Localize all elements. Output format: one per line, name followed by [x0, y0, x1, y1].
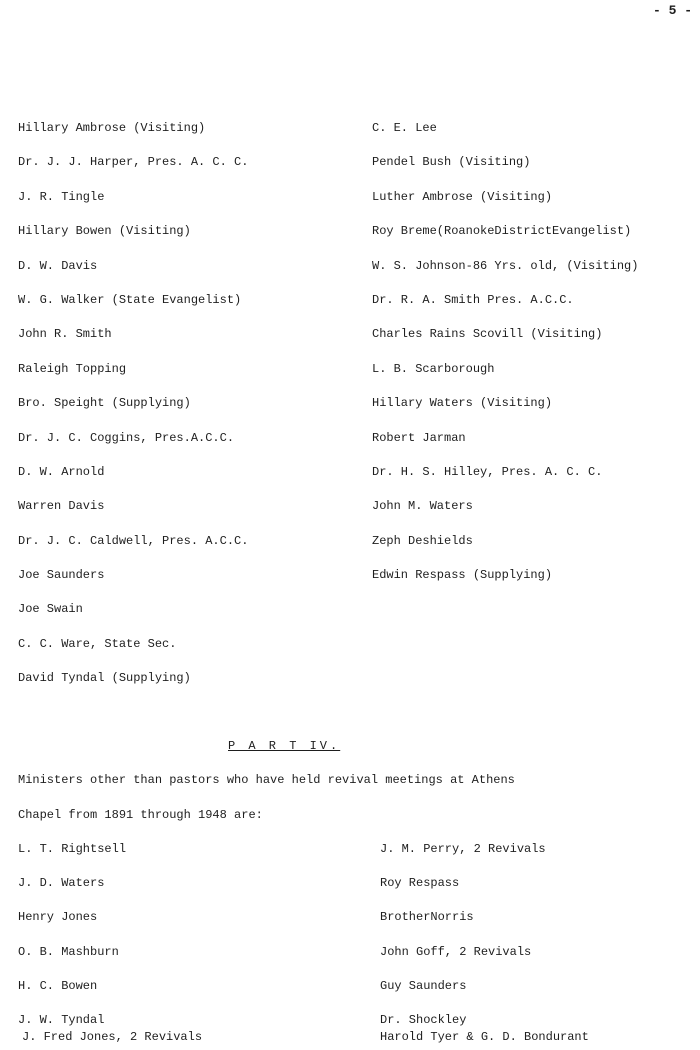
- list-item: L. T. Rightsell: [18, 842, 127, 856]
- list-item: Roy Breme(RoanokeDistrictEvangelist): [372, 224, 632, 239]
- list-item: Dr. J. C. Caldwell, Pres. A.C.C.: [18, 533, 249, 548]
- list-item: Hillary Bowen (Visiting): [18, 224, 191, 239]
- list-item: Luther Ambrose (Visiting): [372, 189, 553, 204]
- list-item: J. M. Perry, 2 Revivals: [380, 842, 546, 856]
- list-item: D. W. Arnold: [18, 464, 105, 479]
- list-item: C. C. Ware, State Sec.: [18, 636, 177, 651]
- list-item: Guy Saunders: [380, 978, 467, 993]
- list-item: John R. Smith: [18, 327, 112, 342]
- list-item: J. D. Waters: [18, 876, 105, 891]
- list-item: J. W. Tyndal: [18, 1012, 105, 1027]
- list-item: C. E. Lee: [372, 121, 437, 135]
- list-item: J. Fred Jones, 2 Revivals: [22, 1030, 203, 1044]
- list-item: Dr. J. J. Harper, Pres. A. C. C.: [18, 155, 249, 170]
- list-item: Joe Saunders: [18, 568, 105, 583]
- list-item: Warren Davis: [18, 499, 105, 514]
- list-item: Joe Swain: [18, 602, 83, 617]
- visitors-left-column: [18, 121, 248, 706]
- list-item: Bro. Speight (Supplying): [18, 396, 191, 411]
- list-item: Henry Jones: [18, 910, 98, 925]
- list-item: Dr. H. S. Hilley, Pres. A. C. C.: [372, 464, 603, 479]
- intro-text: Chapel from 1891 through 1948 are:: [18, 808, 263, 822]
- list-item: L. B. Scarborough: [372, 361, 495, 376]
- intro-text: Ministers other than pastors who have held revival meetings at Athens: [18, 773, 515, 787]
- list-item: Harold Tyer & G. D. Bondurant: [380, 1030, 589, 1044]
- section-heading: P A R T IV.: [228, 739, 341, 753]
- list-item: W. G. Walker (State Evangelist): [18, 292, 242, 307]
- list-item: Robert Jarman: [372, 430, 466, 445]
- list-item: Edwin Respass (Supplying): [372, 568, 553, 583]
- revivalists-left-column: [18, 842, 126, 1047]
- list-item: David Tyndal (Supplying): [18, 671, 191, 686]
- page-number: - 5 -: [652, 3, 692, 18]
- list-item: John M. Waters: [372, 499, 473, 514]
- list-item: Roy Respass: [380, 876, 460, 891]
- list-item: Dr. R. A. Smith Pres. A.C.C.: [372, 292, 574, 307]
- list-item: Dr. J. C. Coggins, Pres.A.C.C.: [18, 430, 235, 445]
- list-item: Hillary Ambrose (Visiting): [18, 121, 206, 135]
- list-item: BrotherNorris: [380, 910, 474, 925]
- list-item: Hillary Waters (Visiting): [372, 396, 553, 411]
- list-item: Charles Rains Scovill (Visiting): [372, 327, 603, 342]
- list-item: Zeph Deshields: [372, 533, 473, 548]
- list-item: H. C. Bowen: [18, 978, 98, 993]
- list-item: J. R. Tingle: [18, 189, 105, 204]
- list-item: O. B. Mashburn: [18, 944, 119, 959]
- list-item: D. W. Davis: [18, 258, 98, 273]
- revivalists-right-column: [380, 842, 546, 1047]
- visitors-right-column: [372, 121, 638, 602]
- list-item: W. S. Johnson-86 Yrs. old, (Visiting): [372, 258, 639, 273]
- list-item: John Goff, 2 Revivals: [380, 944, 532, 959]
- list-item: Raleigh Topping: [18, 361, 127, 376]
- list-item: Pendel Bush (Visiting): [372, 155, 531, 170]
- list-item: Dr. Shockley: [380, 1012, 467, 1027]
